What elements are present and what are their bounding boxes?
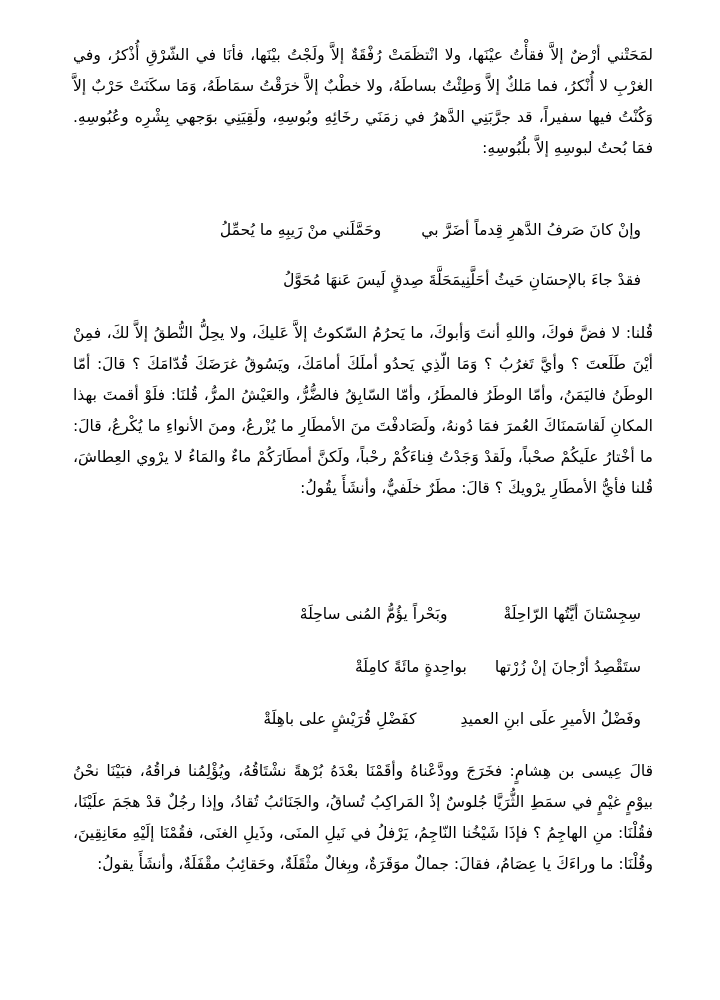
paragraph-3: قالَ عِيسى بن هِشامٍ: فخَرَجَ وودَّعْناهُ وأقَمْنَا بعْدَهُ بُرْهةً نشْتَاقُهُ، ويُؤْلِمُنا فراقُهُ، فبَيْنَا نحْنُ بيوْمٍ غيْمٍ في سمَطِ الثُّرَيَّا جُلوسٌ إذْ المَراكِبُ تُساقُ، والجَنَائبُ تُقادُ، وإذا رجُلٌ قدْ هجَمَ علَيْنَا، فقُلْنَا: منِ الهاجِمُ ؟ فإذَا شَيْخُنا النّاجِمُ، يَرْفلُ في نَيلِ المنَى، وذَيلِ الغنَى، فقُمْنَا إلَيْهِ معَانِقِينَ، وقُلْنَا: ما وراءَكَ يا عِصَامُ، فقالَ: جمالٌ موَقَرَةٌ، وبِغالٌ مثْقَلَةٌ، وحَقائِبُ مقْفَلَةٌ، وأنشَأَ يقولُ: [73,762,653,873]
verse-line-1 [73,213,653,247]
verse-3-second-hemistich: وبَحْراً يؤُمُّ المُنى ساحِلَهْ [299,605,448,623]
verse-3-first-hemistich: سِجِسْتانَ أيَّتُها الرّاحِلَةْ [503,605,641,623]
verse-1-first-hemistich: وإنْ كانَ صَرفُ الدَّهرِ قِدماً أضَرَّ بي [421,221,641,239]
verse-4-second-hemistich: بواحِدةٍ مائَةً كامِلَةْ [354,658,467,676]
paragraph-1: لمَحَتْني أرْضٌ إلاَّ فقأْتُ عيْنَها، ولا انْتظَمَتْ رُفْقَةٌ إلاَّ ولَجْتُ بيْنَها، فأنَا في الشّرْقِ أُذْكرُ، وفي الغرْبِ لا أُنْكرُ، فما مَلكٌ إلاَّ وَطِئْتُ بساطَهُ، ولا خطْبٌ إلاَّ خرَقْتُ سمَاطَهُ، وَمَا سكَنَتْ حَرْبٌ إلاَّ وَكُنْتُ فيها سفيراً، قد جرَّبَنِي الدَّهرُ في زمَنَي رخَائِهِ وبُوسِهِ، ولَقِيَنِي بوَجهي بِشْرِه وعُبُوسِهِ. فمَا بُحتُ لبوسِهِ إلاَّ بلُبُوسِهِ: [73,46,653,157]
verse-4-first-hemistich: ستَقْصِدُ أرْجانَ إنْ زُرْتها [494,658,641,676]
verse-line-3 [73,597,653,631]
verse-line-4 [73,650,653,684]
paragraph-2: قُلنا: لا فضَّ فوكَ، واللهِ أنتَ وَأبوكَ، ما يَحرُمُ السّكوتُ إلاَّ عَليكَ، ولا يحِلُّ النُّطقُ إلاَّ لكَ، فمِنْ أيْنَ طَلَعتَ ؟ وأيَّ تَغرُبُ ؟ وَمَا الّذِي يَحدُو أملَكَ أمامَكَ، ويَسُوقُ غرَضَكَ قُدّامَكَ ؟ قالَ: أمّا الوطَنُ فاليَمَنُ، وأمّا الوطَرُ فالمطَرُ، وأمّا السّابِقُ فالضُّرُّ، والعَيْشُ المرُّ، قُلنَا: فلَوْ أقمتَ بهذا المكانِ لَقاسَمنَاكَ العُمرَ فمَا دُونهُ، ولَصَادفْتَ منَ الأمطَارِ ما يُزْرعُ، ومنَ الأنواءِ ما يُكْرعُ، قالَ: ما أخْتارُ علَيكُمْ صحْباً، ولَقدْ وَجَدْتُ فِناءَكُمْ رحْباً، ولَكنَّ أمطَارَكُمْ ماءٌ والمَاءُ لا يرْوي العِطاشَ، قُلنا فأيُّ الأمطَارِ يرْويكَ ؟ قالَ: مطَرٌ خلَفيٌّ، وأنشَأَ يقُولُ: [73,324,653,497]
verse-1-second-hemistich: وحَمَّلَني منْ رَيبِهِ ما يُحمِّلُ [219,221,382,239]
verse-5-second-hemistich: كفَضْلِ قُرَيْشٍ على باهِلَةْ [263,710,417,728]
verse-line-5 [73,702,653,736]
verse-5-first-hemistich: وفَضْلُ الأميرِ علَى ابنِ العميدِ [460,710,641,728]
verse-2-line: فقدْ جاءَ بالإحسَانِ حَيثُ أحَلَّنِيمَحَلَّةَ صِدقٍ لَيسَ عَنهَا مُحَوَّلُ [283,271,641,289]
verse-line-2 [73,263,653,297]
